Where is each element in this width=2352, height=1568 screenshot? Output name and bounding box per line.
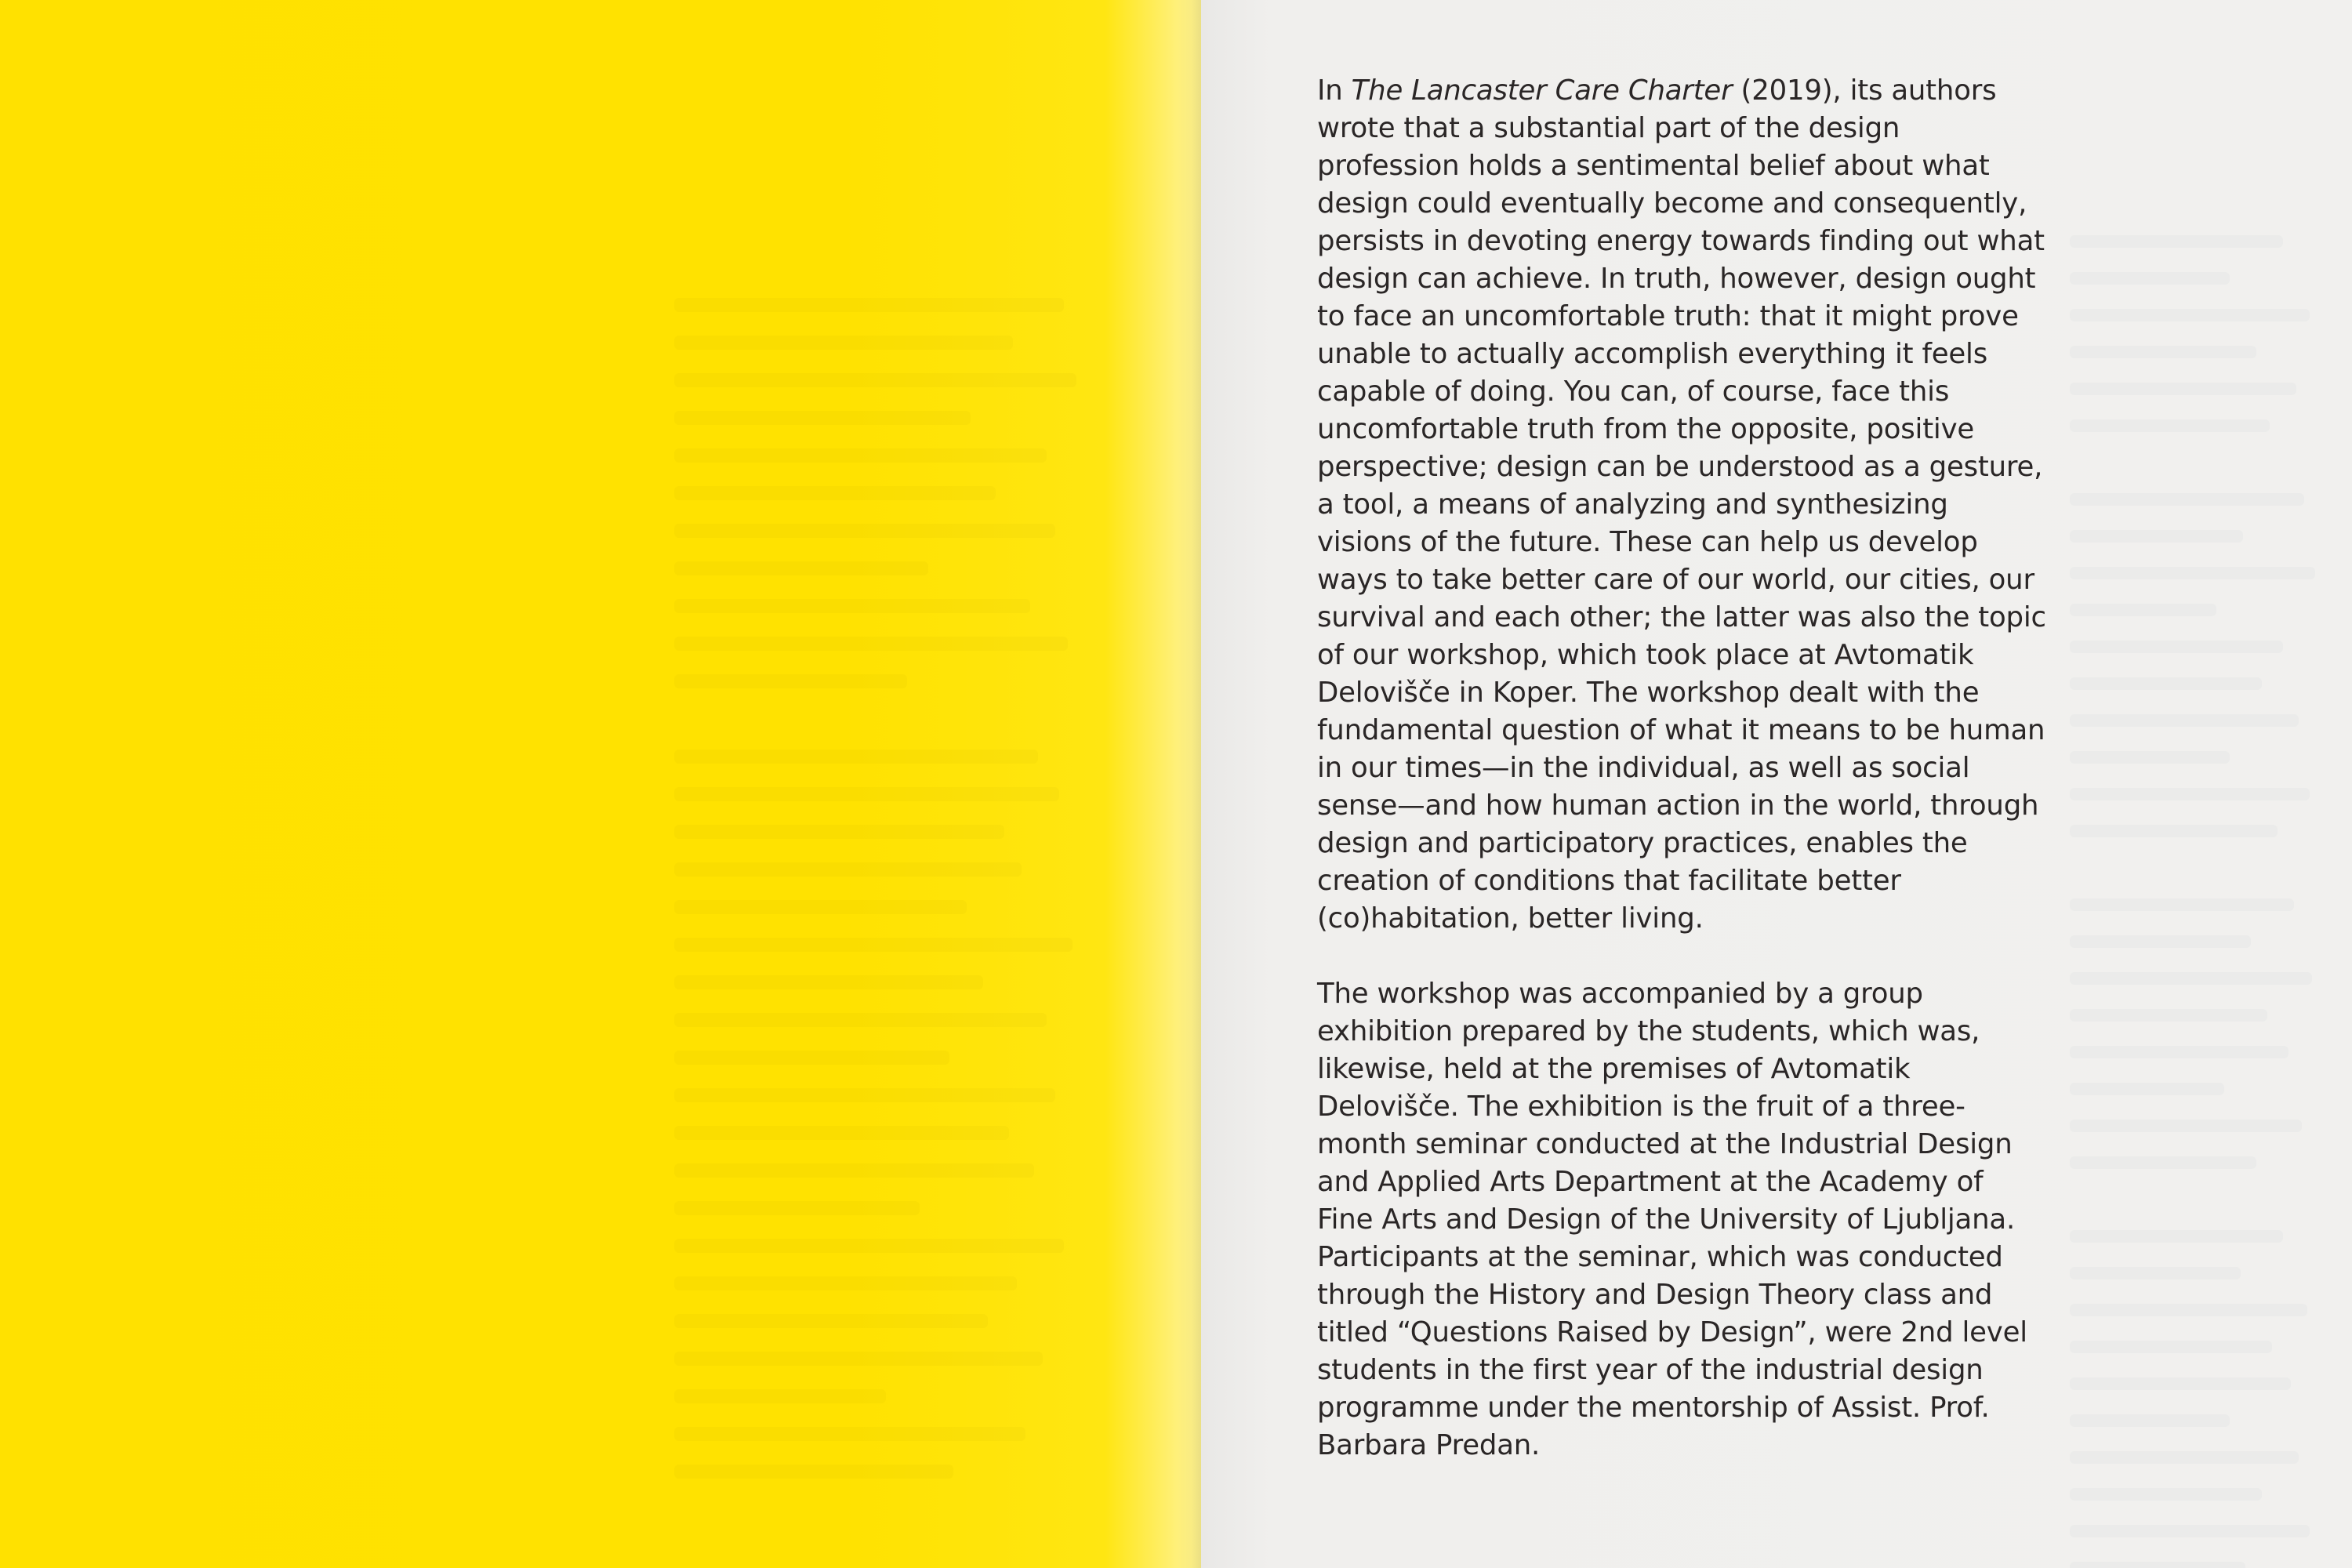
paragraph-1-text: (2019), its authors wrote that a substantial part of the design profession holds a sentimental belief about what design could eventually become and consequently, persists in devoting energy towards finding out what design can achieve. In truth, however, design ought to face an uncomfortable truth: that it might prove unable to actually accomplish everything it feels capable of doing. You can, of course, face this uncomfortable truth from the opposite, positive perspective; design can be understood as a gesture, a tool, a means of analyzing and synthesizing visions of the future. These can help us develop ways to take better care of our world, our cities, our survival and each other; the latter was also the topic of our workshop, which took place at Avtomatik Delovišče in Koper. The workshop dealt with the fundamental question of what it means to be human in our times—in the individual, as well as social sense—and how human action in the world, through design and participatory practices, enables the creation of conditions that facilitate better (co)habitation, better living. (1317, 74, 2046, 935)
show-through-text-right (2070, 235, 2336, 1568)
paragraph-1 (1317, 72, 2046, 938)
show-through-text (674, 298, 1098, 1502)
charter-title: The Lancaster Care Charter (1351, 74, 1733, 107)
paragraph-spacer (1317, 938, 2046, 975)
paragraph-1-prefix: In (1317, 74, 1352, 107)
body-text-column (1317, 72, 2046, 1465)
paragraph-2: The workshop was accompanied by a group exhibition prepared by the students, which was, likewise, held at the premises of Avtomatik Delovišče. The exhibition is the fruit of a three-month seminar conducted at the Industrial Design and Applied Arts Department at the Academy of Fine Arts and Design of the University of Ljubljana. Participants at the seminar, which was conducted through the History and Design Theory class and titled “Questions Raised by Design”, were 2nd level students in the first year of the industrial design programme under the mentorship of Assist. Prof. Barbara Predan. (1317, 978, 2027, 1461)
